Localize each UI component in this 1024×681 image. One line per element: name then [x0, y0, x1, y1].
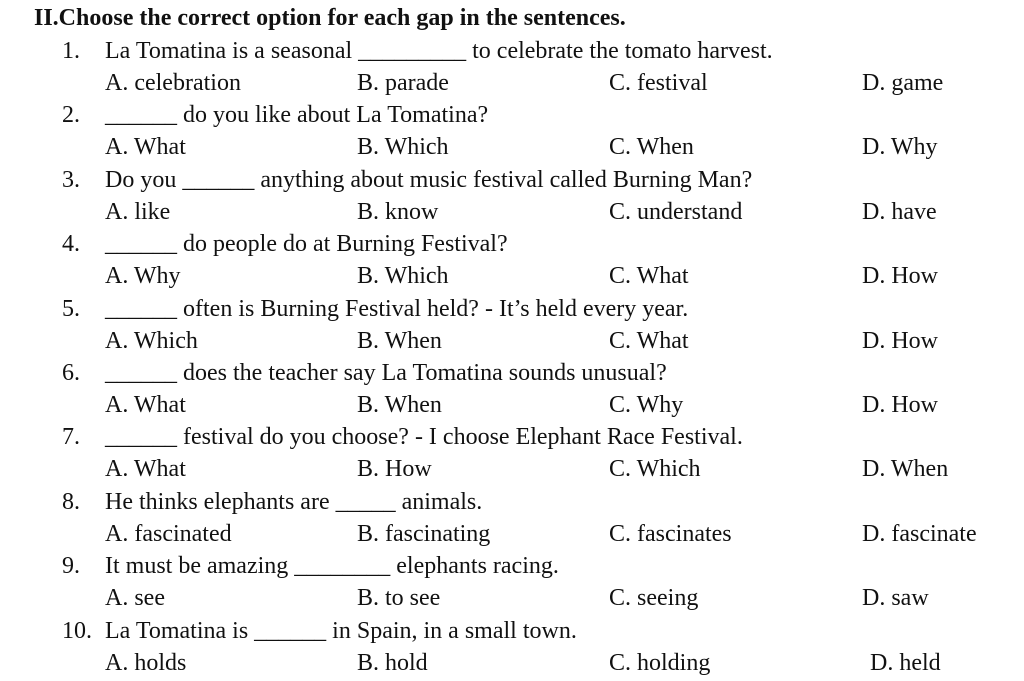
question-stem	[0, 99, 1024, 131]
answer-options	[0, 647, 1024, 679]
answer-options	[0, 582, 1024, 614]
question-4	[0, 228, 1024, 292]
question-text: ______ does the teacher say La Tomatina sounds unusual?	[105, 359, 667, 386]
question-text: ______ festival do you choose? - I choose Elephant Race Festival.	[105, 424, 743, 451]
answer-options	[0, 389, 1024, 421]
question-number: 4.	[62, 231, 80, 258]
question-number: 6.	[62, 359, 80, 386]
question-10	[0, 615, 1024, 679]
option-c: C. What	[609, 327, 689, 354]
answer-options	[0, 325, 1024, 357]
question-stem	[0, 421, 1024, 453]
question-stem	[0, 550, 1024, 582]
option-b: B. Which	[357, 134, 449, 161]
option-b: B. When	[357, 391, 442, 418]
option-c: C. fascinates	[609, 520, 732, 547]
question-7	[0, 421, 1024, 485]
option-c: C. understand	[609, 198, 743, 225]
question-text: ______ do people do at Burning Festival?	[105, 231, 508, 258]
option-a: A. fascinated	[105, 520, 232, 547]
question-number: 8.	[62, 488, 80, 515]
question-text: La Tomatina is a seasonal _________ to celebrate the tomato harvest.	[105, 38, 773, 64]
question-stem	[0, 293, 1024, 325]
question-text: ______ do you like about La Tomatina?	[105, 102, 489, 129]
option-d: D. Why	[862, 134, 938, 161]
question-number: 1.	[62, 38, 80, 64]
option-b: B. How	[357, 456, 432, 483]
option-a: A. celebration	[105, 70, 241, 96]
answer-options	[0, 453, 1024, 485]
option-a: A. holds	[105, 649, 187, 676]
option-a: A. see	[105, 585, 165, 612]
answer-options	[0, 196, 1024, 228]
answer-options	[0, 67, 1024, 99]
question-number: 2.	[62, 102, 80, 129]
option-c: C. seeing	[609, 585, 699, 612]
option-b: B. When	[357, 327, 442, 354]
option-b: B. to see	[357, 585, 441, 612]
option-d: D. saw	[862, 585, 929, 612]
question-text: He thinks elephants are _____ animals.	[105, 488, 483, 515]
option-d: D. How	[862, 327, 938, 354]
option-a: A. What	[105, 456, 186, 483]
question-5	[0, 293, 1024, 357]
question-stem	[0, 615, 1024, 647]
option-d: D. have	[862, 198, 937, 225]
option-a: A. What	[105, 391, 186, 418]
question-2	[0, 99, 1024, 163]
option-d: D. How	[862, 263, 938, 290]
exercise-title: II.Choose the correct option for each gap in the sentences.	[34, 5, 626, 31]
option-c: C. Which	[609, 456, 701, 483]
question-stem	[0, 164, 1024, 196]
option-b: B. parade	[357, 70, 449, 96]
option-d: D. held	[870, 649, 941, 676]
option-c: C. Why	[609, 391, 684, 418]
option-d: D. When	[862, 456, 949, 483]
option-b: B. know	[357, 198, 439, 225]
question-9	[0, 550, 1024, 614]
option-d: D. How	[862, 391, 938, 418]
option-a: A. Which	[105, 327, 198, 354]
answer-options	[0, 518, 1024, 550]
question-3	[0, 164, 1024, 228]
option-b: B. fascinating	[357, 520, 491, 547]
option-c: C. festival	[609, 70, 708, 96]
option-b: B. Which	[357, 263, 449, 290]
option-d: D. fascinate	[862, 520, 977, 547]
question-number: 3.	[62, 166, 80, 193]
question-number: 7.	[62, 424, 80, 451]
question-text: ______ often is Burning Festival held? - It’s held every year.	[105, 295, 689, 322]
question-1	[0, 35, 1024, 99]
option-b: B. hold	[357, 649, 428, 676]
answer-options	[0, 260, 1024, 292]
question-stem	[0, 228, 1024, 260]
question-text: It must be amazing ________ elephants racing.	[105, 553, 559, 580]
option-d: D. game	[862, 70, 944, 96]
question-text: Do you ______ anything about music festival called Burning Man?	[105, 166, 753, 193]
question-number: 9.	[62, 553, 80, 580]
question-stem	[0, 486, 1024, 518]
question-number: 5.	[62, 295, 80, 322]
question-8	[0, 486, 1024, 550]
option-c: C. What	[609, 263, 689, 290]
question-number: 10.	[62, 617, 92, 644]
question-stem	[0, 35, 1024, 67]
question-text: La Tomatina is ______ in Spain, in a small town.	[105, 617, 577, 644]
question-list	[0, 35, 1024, 679]
option-c: C. holding	[609, 649, 711, 676]
answer-options	[0, 131, 1024, 163]
option-a: A. like	[105, 198, 171, 225]
option-a: A. What	[105, 134, 186, 161]
question-stem	[0, 357, 1024, 389]
question-6	[0, 357, 1024, 421]
option-c: C. When	[609, 134, 694, 161]
option-a: A. Why	[105, 263, 181, 290]
